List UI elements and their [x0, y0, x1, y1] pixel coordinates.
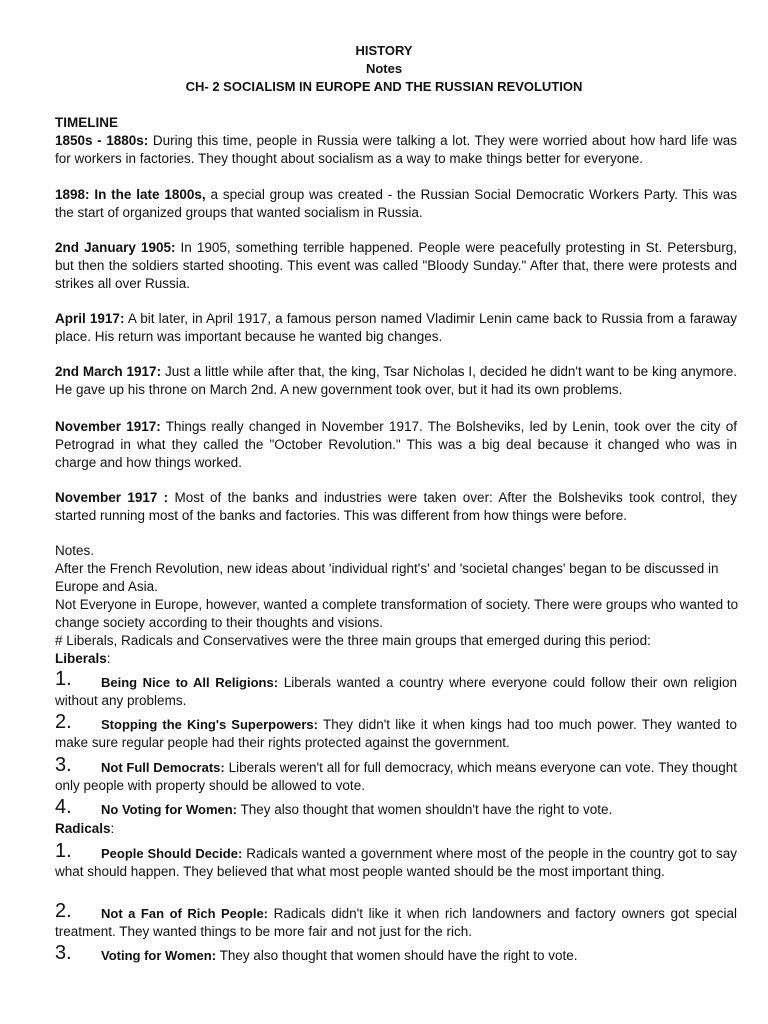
item-text: Liberals weren't all for full democracy, which means everyone can vote. They thought only people with property should be allowed to vote.	[55, 760, 737, 793]
entry-text: During this time, people in Russia were talking a lot. They were worried about how hard life was for workers in factories. They thought about socialism as a way to make things better for everyone.	[55, 133, 737, 166]
timeline-heading: TIMELINE	[55, 115, 118, 130]
item-number: 2.	[55, 900, 72, 922]
heading-colon: :	[106, 651, 111, 666]
item-title: Not a Fan of Rich People:	[101, 906, 269, 921]
item-text: Radicals didn't like it when rich landowners and factory owners got special treatment. They wanted things to be more fair and not just for the rich.	[55, 906, 737, 939]
item-text: They didn't like it when kings had too much power. They wanted to make sure regular people had their rights protected against the government.	[55, 717, 738, 750]
timeline-entry	[55, 418, 737, 472]
entry-text: Most of the banks and industries were taken over: After the Bolsheviks took control, they started running most of the banks and factories. This was different from how things were before.	[55, 490, 737, 523]
entry-text: Things really changed in November 1917. The Bolsheviks, led by Lenin, took over the city of Petrograd in what they called the "October Revolution." This was a big deal because it changed who was in charge and how things worked.	[55, 419, 737, 470]
chapter-title: CH- 2 SOCIALISM IN EUROPE AND THE RUSSIAN REVOLUTION	[185, 79, 583, 94]
notes-heading: Notes.	[55, 543, 95, 558]
entry-date: 1850s - 1880s:	[55, 133, 149, 148]
timeline-entry	[55, 310, 737, 346]
item-title: No Voting for Women:	[101, 802, 237, 817]
item-title: Being Nice to All Religions:	[101, 675, 279, 690]
entry-date: 2nd January 1905:	[55, 240, 176, 255]
item-number: 1.	[55, 668, 72, 690]
timeline-entry	[55, 132, 737, 168]
item-number: 3.	[55, 942, 72, 964]
notes-paragraph: After the French Revolution, new ideas about 'individual right's' and 'societal changes' began to be discussed in Europe and Asia.	[55, 561, 719, 594]
entry-date: April 1917:	[55, 311, 125, 326]
entry-text: In 1905, something terrible happened. People were peacefully protesting in St. Petersburg, but then the soldiers started shooting. This event was called "Bloody Sunday." After that, there were protests and strikes all over Russia.	[55, 240, 737, 291]
list-item	[55, 947, 737, 965]
entry-text: a special group was created - the Russian Social Democratic Workers Party. This was the start of organized groups that wanted socialism in Russia.	[55, 187, 737, 220]
list-item	[55, 716, 737, 752]
item-number: 2.	[55, 711, 72, 733]
liberals-label: Liberals	[55, 651, 107, 666]
entry-text: Just a little while after that, the king, Tsar Nicholas I, decided he didn't want to be king anymore. He gave up his throne on March 2nd. A new government took over, but it had its own problems.	[55, 364, 737, 397]
item-title: People Should Decide:	[101, 846, 243, 861]
entry-date: 1898: In the late 1800s,	[55, 187, 206, 202]
radicals-label: Radicals	[55, 821, 111, 836]
heading-colon: :	[110, 821, 115, 836]
timeline-entry	[55, 363, 737, 399]
item-number: 3.	[55, 754, 72, 776]
entry-text: A bit later, in April 1917, a famous person named Vladimir Lenin came back to Russia from a faraway place. His return was important because he wanted big changes.	[55, 311, 737, 344]
entry-date: November 1917:	[55, 419, 161, 434]
list-item	[55, 674, 737, 710]
notes-subtitle: Notes	[365, 61, 403, 76]
item-number: 1.	[55, 840, 72, 862]
item-title: Voting for Women:	[101, 948, 217, 963]
subject-title: HISTORY	[355, 43, 413, 58]
list-item	[55, 759, 737, 795]
radicals-heading	[55, 820, 755, 838]
item-text: They also thought that women should have the right to vote.	[216, 948, 578, 963]
entry-date: 2nd March 1917:	[55, 364, 162, 379]
list-item	[55, 801, 737, 819]
list-item	[55, 905, 737, 941]
notes-paragraph: Not Everyone in Europe, however, wanted a complete transformation of society. There were groups who wanted to change society according to their thoughts and visions.	[55, 597, 739, 630]
item-number: 4.	[55, 796, 72, 818]
timeline-entry	[55, 489, 737, 525]
timeline-entry	[55, 239, 737, 293]
item-title: Not Full Democrats:	[101, 760, 225, 775]
timeline-entry	[55, 186, 737, 222]
item-title: Stopping the King's Superpowers:	[101, 717, 318, 732]
notes-paragraph: # Liberals, Radicals and Conservatives were the three main groups that emerged during this period:	[55, 633, 651, 648]
item-text: Radicals wanted a government where most of the people in the country got to say what should happen. They believed that what most people wanted should be the most important thing.	[55, 846, 737, 879]
item-text: They also thought that women shouldn't have the right to vote.	[237, 802, 613, 817]
liberals-heading	[55, 650, 755, 668]
list-item	[55, 845, 737, 881]
item-text: Liberals wanted a country where everyone could follow their own religion without any problems.	[55, 675, 737, 708]
entry-date: November 1917 :	[55, 490, 169, 505]
